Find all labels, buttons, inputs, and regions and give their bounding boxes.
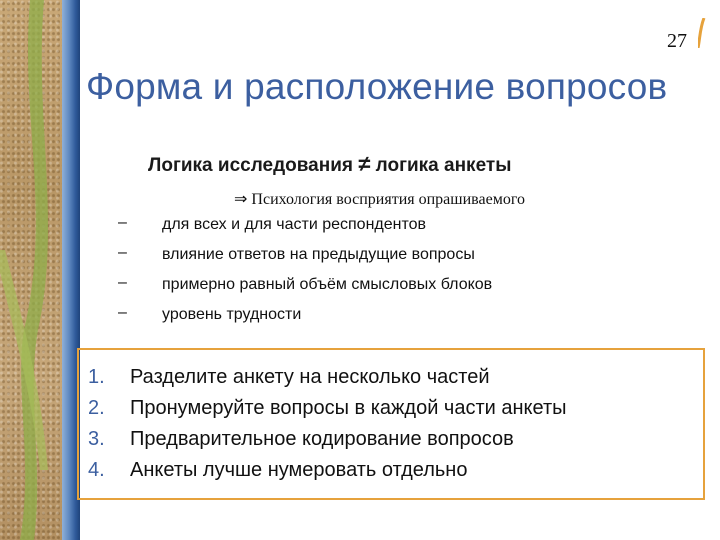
- list-item: [118, 306, 492, 336]
- dash-marker: –: [118, 244, 127, 261]
- grass-leaf-decoration: [0, 0, 62, 540]
- numbered-item-text: Предварительное кодирование вопросов: [130, 428, 514, 450]
- implies-arrow-icon: ⇒: [234, 191, 248, 208]
- not-equal-symbol: ≠: [358, 151, 371, 176]
- numbered-item: [88, 397, 567, 428]
- dash-list: [118, 216, 492, 336]
- list-item-text: влияние ответов на предыдущие вопросы: [162, 246, 475, 263]
- numbered-item: [88, 366, 567, 397]
- item-number: 3.: [88, 428, 105, 450]
- item-number: 1.: [88, 366, 105, 388]
- dash-marker: –: [118, 214, 127, 231]
- dash-marker: –: [118, 274, 127, 291]
- list-item: [118, 276, 492, 306]
- implication-line: [234, 189, 525, 209]
- numbered-item-text: Разделите анкету на несколько частей: [130, 366, 490, 388]
- orange-stroke-decoration: [698, 18, 706, 48]
- numbered-item: [88, 459, 567, 490]
- list-item: [118, 216, 492, 246]
- numbered-item: [88, 428, 567, 459]
- subtitle-right: логика анкеты: [375, 155, 512, 176]
- list-item-text: примерно равный объём смысловых блоков: [162, 276, 493, 293]
- subtitle-left: Логика исследования: [148, 155, 353, 176]
- dash-marker: –: [118, 304, 127, 321]
- list-item: [118, 246, 492, 276]
- page-number: 27: [667, 30, 687, 52]
- implication-text: Психология восприятия опрашиваемого: [251, 191, 525, 208]
- list-item-text: для всех и для части респондентов: [162, 216, 427, 233]
- numbered-item-text: Анкеты лучше нумеровать отдельно: [130, 459, 468, 481]
- item-number: 4.: [88, 459, 105, 481]
- item-number: 2.: [88, 397, 105, 419]
- list-item-text: уровень трудности: [162, 306, 302, 323]
- numbered-list: [88, 366, 567, 490]
- slide-title: Форма и расположение вопросов: [86, 66, 668, 107]
- numbered-item-text: Пронумеруйте вопросы в каждой части анкеты: [130, 397, 567, 419]
- subtitle: [148, 151, 511, 177]
